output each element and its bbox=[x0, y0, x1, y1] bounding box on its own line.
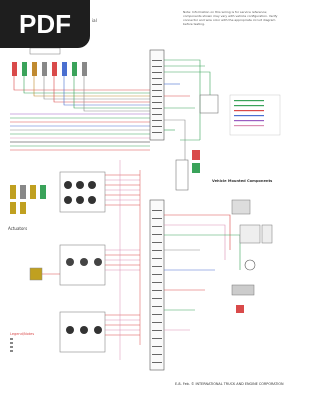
top-sensor-connectors bbox=[12, 48, 87, 76]
injector-bank-middle bbox=[60, 245, 105, 285]
pdf-badge[interactable]: PDF bbox=[0, 0, 90, 48]
vehicle-components-right bbox=[232, 200, 272, 313]
right-relay-boxes bbox=[176, 95, 218, 190]
legend-title: Legend/Notes bbox=[10, 332, 35, 336]
header-sub-label: ial bbox=[92, 18, 97, 23]
ecm-connector-column bbox=[150, 50, 164, 370]
actuator-components bbox=[10, 185, 46, 214]
wire-color-legend bbox=[230, 95, 280, 135]
footer-caption: E-8- Feb. © INTERNATIONAL TRUCK AND ENGINE CORPORATION bbox=[175, 382, 284, 386]
injector-bank-upper bbox=[60, 172, 105, 212]
injector-bank-lower bbox=[60, 312, 105, 352]
actuators-label: Actuators bbox=[8, 226, 28, 231]
vehicle-mounted-label: Vehicle Mounted Components bbox=[212, 179, 273, 183]
legend-notes bbox=[10, 332, 34, 352]
right-wire-harness bbox=[164, 60, 240, 330]
top-wire-harness bbox=[10, 76, 150, 150]
middle-wire-bundle bbox=[105, 160, 140, 360]
sensor-component-left bbox=[30, 268, 60, 280]
note-block: Note: Information on this wiring is for service reference; components shown may vary with vehicle configuration. Verify connector and wire color with the appropriate circuit diagram before testing. bbox=[183, 10, 278, 26]
